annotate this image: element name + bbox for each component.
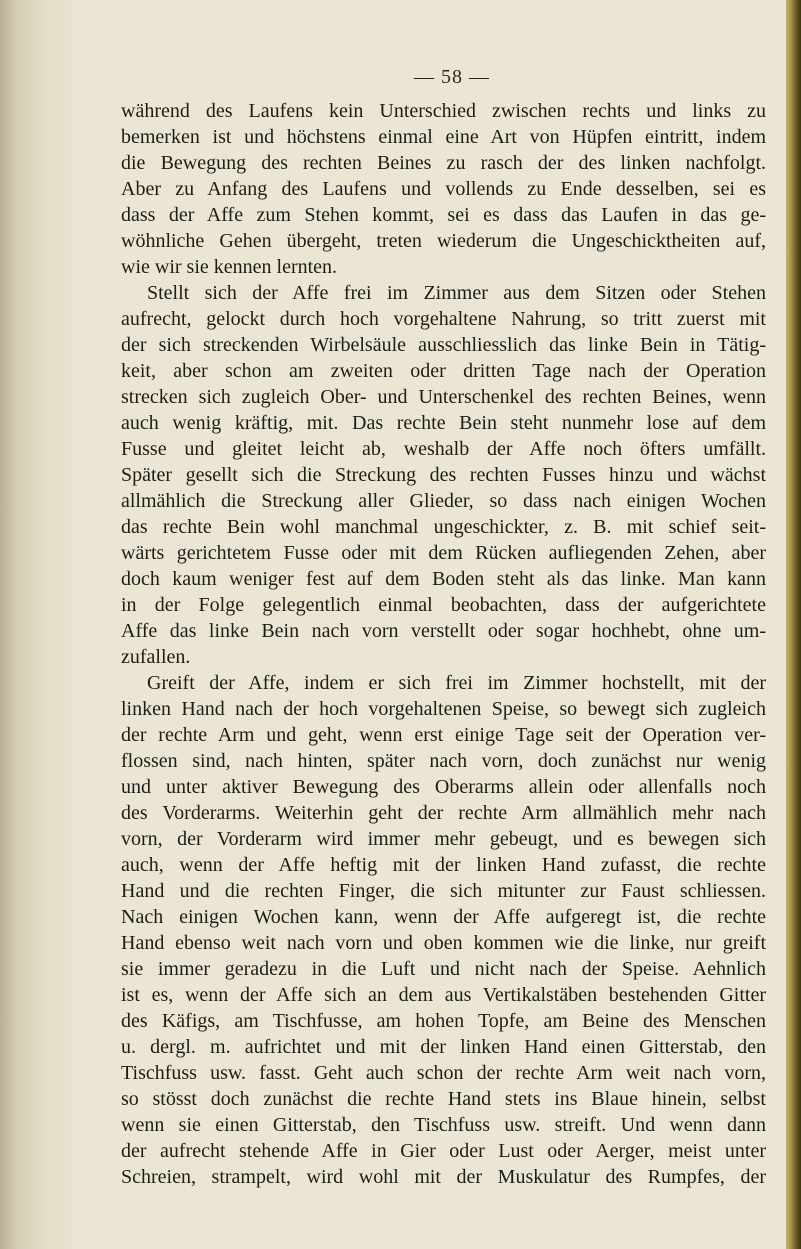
text-line: wärts gerichtetem Fusse oder mit dem Rücken aufliegenden Zehen, aber: [121, 542, 766, 564]
text-line: in der Folge gelegentlich einmal beobachten, dass der aufgerichtete: [121, 594, 766, 616]
text-line: Nach einigen Wochen kann, wenn der Affe aufgeregt ist, die rechte: [121, 906, 766, 928]
text-line: Fusse und gleitet leicht ab, weshalb der Affe noch öfters umfällt.: [121, 438, 766, 460]
text-line: linken Hand nach der hoch vorgehaltenen Speise, so bewegt sich zugleich: [121, 698, 766, 720]
text-line: auch, wenn der Affe heftig mit der linken Hand zufasst, die rechte: [121, 854, 766, 876]
text-line: Affe das linke Bein nach vorn verstellt oder sogar hochhebt, ohne um-: [121, 620, 766, 642]
paragraph-start-line: Stellt sich der Affe frei im Zimmer aus dem Sitzen oder Stehen: [147, 282, 766, 304]
book-binding-edge: [786, 0, 801, 1249]
text-line: sie immer geradezu in die Luft und nicht nach der Speise. Aehnlich: [121, 958, 766, 980]
text-line: wöhnliche Gehen übergeht, treten wiederum die Ungeschicktheiten auf,: [121, 230, 766, 252]
paragraph-end-line: zufallen.: [121, 646, 191, 668]
text-line: vorn, der Vorderarm wird immer mehr gebeugt, und es bewegen sich: [121, 828, 766, 850]
text-line: doch kaum weniger fest auf dem Boden steht als das linke. Man kann: [121, 568, 766, 590]
text-line: Hand ebenso weit nach vorn und oben kommen wie die linke, nur greift: [121, 932, 766, 954]
text-line: Schreien, strampelt, wird wohl mit der Muskulatur des Rumpfes, der: [121, 1166, 766, 1188]
text-line: des Vorderarms. Weiterhin geht der rechte Arm allmählich mehr nach: [121, 802, 766, 824]
text-line: flossen sind, nach hinten, später nach vorn, doch zunächst nur wenig: [121, 750, 766, 772]
text-line: die Bewegung des rechten Beines zu rasch der des linken nachfolgt.: [121, 152, 766, 174]
text-line: aufrecht, gelockt durch hoch vorgehaltene Nahrung, so tritt zuerst mit: [121, 308, 766, 330]
text-line: das rechte Bein wohl manchmal ungeschickter, z. B. mit schief seit-: [121, 516, 766, 538]
text-line: wenn sie einen Gitterstab, den Tischfuss usw. streift. Und wenn dann: [121, 1114, 766, 1136]
text-line: keit, aber schon am zweiten oder dritten Tage nach der Operation: [121, 360, 766, 382]
text-line: strecken sich zugleich Ober- und Unterschenkel des rechten Beines, wenn: [121, 386, 766, 408]
paragraph-start-line: Greift der Affe, indem er sich frei im Zimmer hochstellt, mit der: [147, 672, 766, 694]
body-text: [121, 98, 766, 1190]
page-number: — 58 —: [414, 66, 490, 88]
text-line: ist es, wenn der Affe sich an dem aus Vertikalstäben bestehenden Gitter: [121, 984, 766, 1006]
text-line: u. dergl. m. aufrichtet und mit der linken Hand einen Gitterstab, den: [121, 1036, 766, 1058]
text-line: und unter aktiver Bewegung des Oberarms allein oder allenfalls noch: [121, 776, 766, 798]
text-line: bemerken ist und höchstens einmal eine Art von Hüpfen eintritt, indem: [121, 126, 766, 148]
scan-left-margin: [0, 0, 72, 1249]
paragraph-end-line: wie wir sie kennen lernten.: [121, 256, 338, 278]
text-line: der aufrecht stehende Affe in Gier oder Lust oder Aerger, meist unter: [121, 1140, 766, 1162]
text-line: der sich streckenden Wirbelsäule ausschliesslich das linke Bein in Tätig-: [121, 334, 766, 356]
text-line: allmählich die Streckung aller Glieder, so dass nach einigen Wochen: [121, 490, 766, 512]
text-line: auch wenig kräftig, mit. Das rechte Bein steht nunmehr lose auf dem: [121, 412, 766, 434]
text-line: während des Laufens kein Unterschied zwischen rechts und links zu: [121, 100, 766, 122]
text-line: der rechte Arm und geht, wenn erst einige Tage seit der Operation ver-: [121, 724, 766, 746]
text-line: Hand und die rechten Finger, die sich mitunter zur Faust schliessen.: [121, 880, 766, 902]
text-line: dass der Affe zum Stehen kommt, sei es dass das Laufen in das ge-: [121, 204, 766, 226]
text-line: des Käfigs, am Tischfusse, am hohen Topfe, am Beine des Menschen: [121, 1010, 766, 1032]
text-line: Später gesellt sich die Streckung des rechten Fusses hinzu und wächst: [121, 464, 766, 486]
text-line: so stösst doch zunächst die rechte Hand stets ins Blaue hinein, selbst: [121, 1088, 766, 1110]
text-line: Aber zu Anfang des Laufens und vollends zu Ende desselben, sei es: [121, 178, 766, 200]
text-line: Tischfuss usw. fasst. Geht auch schon der rechte Arm weit nach vorn,: [121, 1062, 766, 1084]
